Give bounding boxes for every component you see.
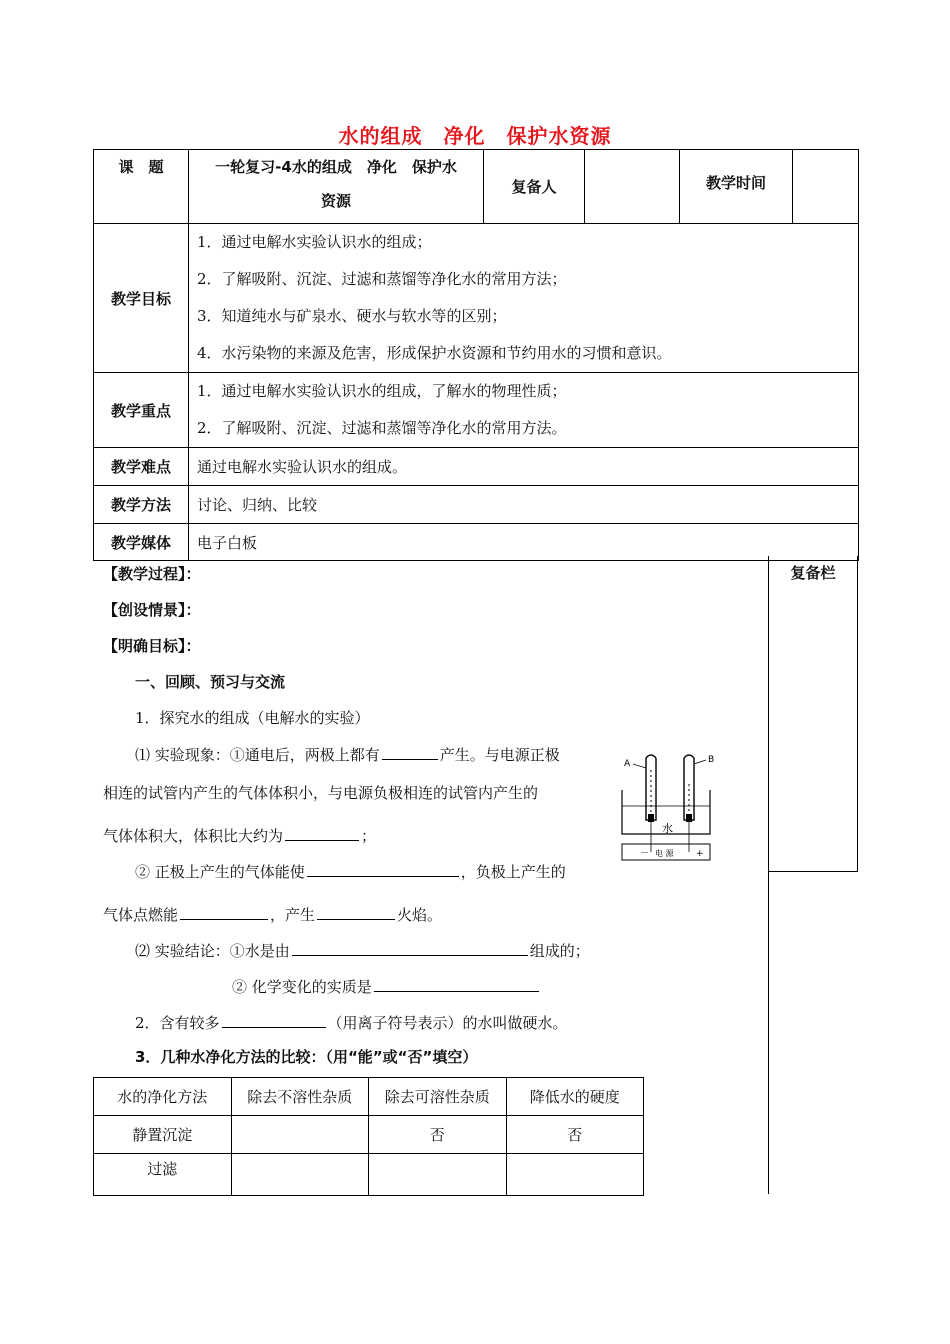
pointer-b [694, 760, 706, 764]
prep-value [585, 150, 680, 224]
table-header-cell: 水的净化方法 [94, 1078, 232, 1116]
method-content: 讨论、归纳、比较 [189, 486, 859, 524]
table-cell[interactable] [506, 1154, 644, 1196]
answer-blank[interactable] [317, 903, 395, 920]
topic-label: 课 题 [94, 150, 189, 224]
text: ，产生 [270, 906, 316, 924]
answer-blank[interactable] [307, 860, 459, 877]
table-header-cell: 除去可溶性杂质 [369, 1078, 507, 1116]
table-row [94, 1154, 644, 1196]
side-column-bottom-border [768, 871, 858, 872]
key-item: 2．了解吸附、沉淀、过滤和蒸馏等净化水的常用方法。 [197, 419, 567, 437]
method-label: 教学方法 [94, 486, 189, 524]
purification-table [93, 1077, 644, 1196]
text: 气体点燃能 [103, 906, 179, 924]
topic-value-line2: 资源 [320, 192, 351, 210]
label-minus: － [640, 849, 650, 859]
label-b: B [708, 755, 715, 765]
text: 产生。与电源正极 [439, 746, 560, 764]
time-label: 教学时间 [680, 150, 793, 224]
goals-row [94, 224, 859, 373]
key-row [94, 373, 859, 448]
lesson-info-table [93, 149, 859, 561]
table-cell: 否 [506, 1116, 644, 1154]
goal-item: 2．了解吸附、沉淀、过滤和蒸馏等净化水的常用方法； [197, 270, 567, 288]
side-column-left-border [768, 556, 769, 1194]
target-heading: 【明确目标】： [103, 637, 201, 655]
label-a: A [624, 759, 631, 769]
page-title: 水的组成 净化 保护水资源 [338, 124, 612, 148]
text: ； [361, 827, 377, 845]
text: ⑴ 实验现象：①通电后，两极上都有 [135, 746, 380, 764]
question-2 [135, 1011, 568, 1033]
table-cell[interactable] [369, 1154, 507, 1196]
key-item: 1．通过电解水实验认识水的组成，了解水的物理性质； [197, 382, 567, 400]
header-row [94, 150, 859, 224]
question-1-line3 [103, 824, 376, 846]
question-1-line2: 相连的试管内产生的气体体积小，与电源负极相连的试管内产生的 [103, 784, 539, 802]
difficulty-label: 教学难点 [94, 448, 189, 486]
goals-content [189, 224, 859, 373]
table-header-cell: 除去不溶性杂质 [231, 1078, 369, 1116]
electrolysis-diagram [618, 748, 724, 864]
answer-blank[interactable] [222, 1011, 326, 1028]
text: ⑵ 实验结论：①水是由 [135, 942, 290, 960]
question-3: 3．几种水净化方法的比较：（用“能”或“否”填空） [135, 1048, 478, 1066]
goal-item: 1．通过电解水实验认识水的组成； [197, 233, 432, 251]
question-1-line7 [232, 975, 541, 997]
table-row [94, 1116, 644, 1154]
answer-blank[interactable] [374, 975, 539, 992]
section-heading: 一、回顾、预习与交流 [135, 673, 286, 691]
media-content: 电子白板 [189, 524, 859, 561]
label-power: 电 源 [655, 849, 674, 858]
topic-value [189, 150, 484, 224]
label-plus: + [696, 849, 704, 859]
answer-blank[interactable] [180, 903, 268, 920]
electrode-b [686, 814, 692, 822]
table-cell[interactable] [231, 1154, 369, 1196]
label-water: 水 [662, 822, 673, 835]
question-1-line6 [135, 939, 590, 961]
answer-blank[interactable] [292, 939, 528, 956]
prep-label: 复备人 [484, 150, 585, 224]
table-cell[interactable] [231, 1116, 369, 1154]
tube-top-a [646, 755, 656, 758]
table-cell: 否 [369, 1116, 507, 1154]
question-1-line4 [135, 860, 566, 882]
media-label: 教学媒体 [94, 524, 189, 561]
answer-blank[interactable] [382, 743, 438, 760]
answer-blank[interactable] [285, 824, 359, 841]
text: ② 化学变化的实质是 [232, 978, 372, 996]
scene-heading: 【创设情景】： [103, 601, 201, 619]
side-column-right-border [857, 556, 858, 872]
table-cell: 静置沉淀 [94, 1116, 232, 1154]
text: ② 正极上产生的气体能使 [135, 863, 305, 881]
key-label: 教学重点 [94, 373, 189, 448]
text: ，负极上产生的 [460, 863, 566, 881]
topic-value-line1: 一轮复习-4水的组成 净化 保护水 [215, 158, 457, 176]
time-value [793, 150, 859, 224]
goal-item: 3．知道纯水与矿泉水、硬水与软水等的区别； [197, 307, 507, 325]
method-row [94, 486, 859, 524]
electrode-a [648, 814, 654, 822]
key-content [189, 373, 859, 448]
media-row [94, 524, 859, 561]
text: 火焰。 [397, 906, 443, 924]
question-1: 1．探究水的组成（电解水的实验） [135, 709, 370, 727]
text: 组成的； [529, 942, 590, 960]
question-1-line5 [103, 903, 442, 925]
text: （用离子符号表示）的水叫做硬水。 [327, 1014, 568, 1032]
process-heading: 【教学过程】： [103, 565, 201, 583]
text: 2．含有较多 [135, 1014, 220, 1032]
table-cell: 过滤 [94, 1154, 232, 1196]
text: 气体体积大，体积比大约为 [103, 827, 284, 845]
question-1-line1 [135, 743, 560, 765]
difficulty-content: 通过电解水实验认识水的组成。 [189, 448, 859, 486]
goal-item: 4．水污染物的来源及危害，形成保护水资源和节约用水的习惯和意识。 [197, 344, 672, 362]
goals-label: 教学目标 [94, 224, 189, 373]
table-header-cell: 降低水的硬度 [506, 1078, 644, 1116]
side-column-label: 复备栏 [790, 564, 836, 582]
difficulty-row [94, 448, 859, 486]
table-header-row [94, 1078, 644, 1116]
pointer-a [633, 764, 646, 768]
tube-top-b [684, 755, 694, 758]
